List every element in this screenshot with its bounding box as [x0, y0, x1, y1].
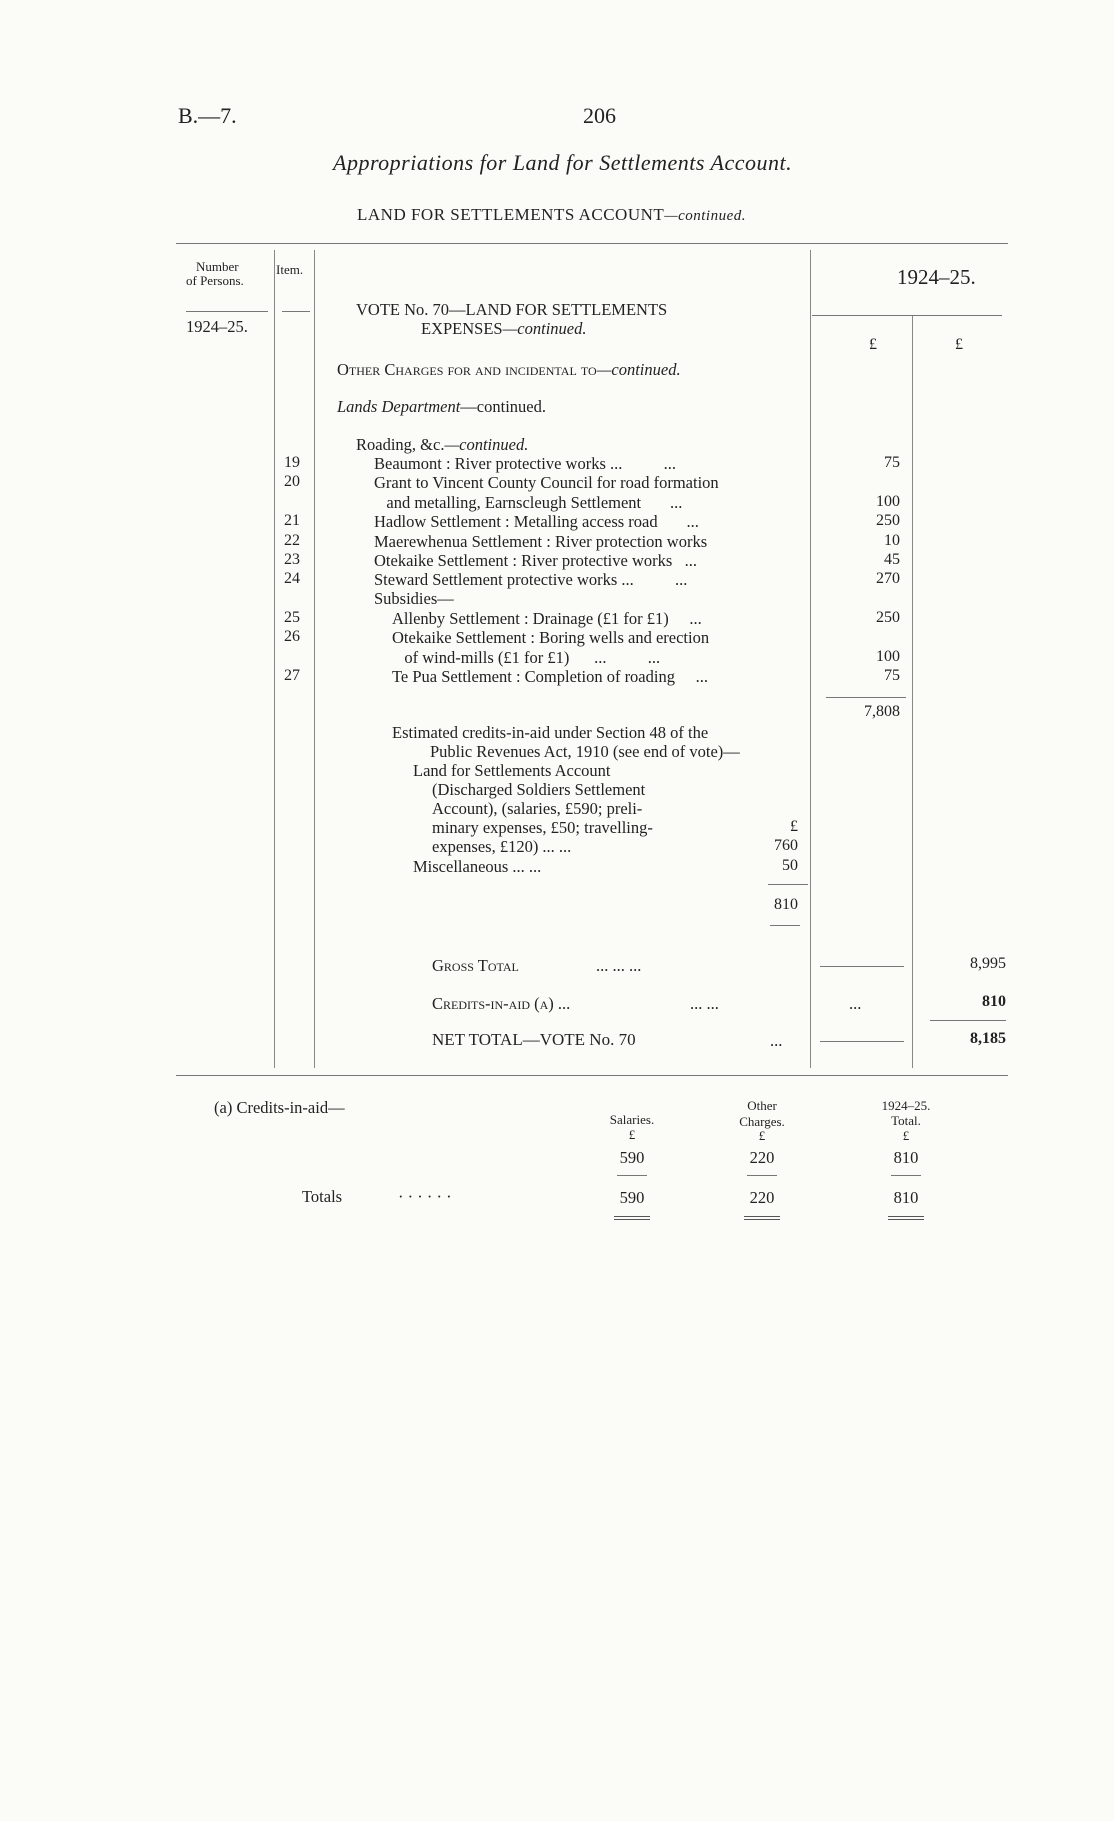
- footnote-totals-total: 810: [893, 1188, 919, 1207]
- footnote-col3-head-1: 1924–25.: [881, 1098, 931, 1113]
- item-description: Grant to Vincent County Council for road formation: [374, 473, 719, 493]
- net-total-value: 8,185: [970, 1030, 1006, 1047]
- pound-column-2: £: [955, 336, 963, 353]
- gross-total-dash: [820, 966, 904, 967]
- footnote-row-other: 220: [749, 1148, 775, 1167]
- other-charges-continued: —continued.: [596, 360, 681, 379]
- persons-header-1: Number: [196, 259, 239, 274]
- subtitle-continued: —continued.: [664, 208, 747, 224]
- item-header: Item.: [276, 262, 304, 277]
- credits-land-5: expenses, £120) ... ...: [432, 837, 572, 856]
- credits-in-aid-value: 810: [982, 993, 1006, 1010]
- gross-total-row: [432, 956, 519, 976]
- subsidy-item-number: 27: [284, 667, 300, 685]
- credits-in-aid-dots: ... ...: [690, 994, 719, 1013]
- col-divider-description: [810, 250, 811, 1068]
- department-heading: [337, 397, 546, 417]
- subsidy-item-description: Allenby Settlement : Drainage (£1 for £1) ...: [392, 609, 702, 628]
- subtitle-text: LAND FOR SETTLEMENTS ACCOUNT: [357, 205, 665, 224]
- subsidy-item-description: Otekaike Settlement : Boring wells and erection: [392, 628, 710, 648]
- item-amount: 100: [876, 492, 900, 510]
- item-number: 23: [284, 551, 300, 568]
- document-reference: B.—7.: [178, 103, 237, 128]
- persons-header-rule: [186, 311, 268, 312]
- persons-year: 1924–25.: [186, 317, 248, 336]
- footnote-double-rule-3: [888, 1216, 924, 1220]
- net-total-dots: ...: [770, 1031, 783, 1050]
- subtotal-value: 7,808: [864, 703, 900, 720]
- gross-total-dots: ... ... ...: [596, 956, 642, 975]
- footnote-col3-head-2: Total.: [891, 1113, 921, 1128]
- footnote-col2-pound: £: [758, 1128, 766, 1143]
- subsidy-item-description: Te Pua Settlement : Completion of roading ...: [392, 667, 708, 687]
- net-total-dash: [820, 1041, 904, 1042]
- item-description: Otekaike Settlement : River protective works ...: [374, 551, 698, 570]
- vote-heading-continued: —continued.: [502, 319, 587, 338]
- item-amount: 75: [884, 454, 900, 471]
- vote-heading-line1: VOTE No. 70—LAND FOR SETTLEMENTS: [356, 300, 668, 319]
- other-charges-text: Other Charges for and incidental to: [337, 360, 597, 379]
- credits-intro-1: Estimated credits-in-aid under Section 48 of the: [392, 723, 709, 742]
- persons-header-2: of Persons.: [186, 273, 244, 288]
- page-title: Appropriations for Land for Settlements Account.: [333, 150, 793, 175]
- page-number: 206: [583, 103, 616, 128]
- credits-in-aid-row: [432, 994, 570, 1014]
- footnote-totals-label: Totals: [302, 1187, 343, 1206]
- roading-heading: [356, 435, 528, 455]
- year-header-rule: [812, 315, 1002, 316]
- roading-text: Roading, &c.: [356, 435, 445, 454]
- roading-continued: —continued.: [444, 435, 529, 454]
- year-header: 1924–25.: [897, 265, 976, 289]
- credits-in-aid-label: Credits-in-aid (a) ...: [432, 994, 571, 1013]
- gross-total-label: Gross Total: [432, 956, 519, 975]
- credits-land-1: Land for Settlements Account: [413, 761, 611, 780]
- credits-land-2: (Discharged Soldiers Settlement: [432, 780, 646, 799]
- credits-misc-label: Miscellaneous ... ...: [413, 857, 542, 876]
- net-total-label: NET TOTAL—VOTE No. 70: [432, 1030, 636, 1049]
- item-number: 22: [284, 531, 300, 549]
- footnote-rule-3: [891, 1175, 921, 1176]
- item-number: 21: [284, 512, 300, 530]
- credits-intro-2: Public Revenues Act, 1910 (see end of vote)—: [430, 742, 740, 761]
- item-description: Beaumont : River protective works ... ...: [374, 454, 676, 473]
- credits-land-3: Account), (salaries, £590; preli-: [432, 799, 643, 818]
- pound-column-1: £: [869, 336, 877, 353]
- gross-total-value: 8,995: [970, 955, 1006, 972]
- credits-total-underline: [770, 925, 800, 926]
- credits-in-aid-rule: [930, 1020, 1006, 1021]
- section-subtitle: [357, 205, 746, 225]
- subsidy-item-number: 25: [284, 609, 300, 626]
- credits-misc-amount: 50: [782, 857, 798, 874]
- department-text: Lands Department: [337, 397, 461, 416]
- item-header-rule: [282, 311, 310, 312]
- footnote-col2-head-1: Other: [747, 1098, 777, 1113]
- credits-land-4: minary expenses, £50; travelling-: [432, 818, 653, 837]
- item-amount: 45: [884, 551, 900, 568]
- vote-heading-line2: [421, 319, 586, 339]
- item-amount: 270: [876, 570, 900, 588]
- footnote-double-rule-1: [614, 1216, 650, 1220]
- footnote-rule-1: [617, 1175, 647, 1176]
- credits-total: 810: [774, 896, 798, 913]
- item-number: 20: [284, 473, 300, 491]
- subsidy-item-number: 26: [284, 628, 300, 646]
- footnote-row-total: 810: [893, 1148, 919, 1167]
- footnote-totals-salaries: 590: [619, 1188, 645, 1207]
- other-charges-heading: [337, 360, 681, 380]
- subsidy-item-amount: 250: [876, 609, 900, 626]
- footnote-row-salaries: 590: [619, 1148, 645, 1167]
- department-continued: —continued.: [460, 397, 546, 416]
- footnote-totals-dots: · · · · · ·: [398, 1187, 452, 1206]
- item-description: Steward Settlement protective works ... ...: [374, 570, 688, 590]
- item-number: 19: [284, 454, 300, 471]
- vote-heading-expenses: EXPENSES: [421, 319, 503, 338]
- footnote-rule-2: [747, 1175, 777, 1176]
- subsidy-item-amount: 75: [884, 667, 900, 685]
- credits-pound: £: [790, 818, 798, 835]
- footnote-double-rule-2: [744, 1216, 780, 1220]
- footnote-col2-head-2: Charges.: [739, 1114, 785, 1129]
- subsidy-item-amount: 100: [876, 647, 900, 665]
- footnote-totals-other: 220: [749, 1188, 775, 1207]
- item-number: 24: [284, 570, 300, 588]
- item-amount: 10: [884, 531, 900, 549]
- credits-land-amount: 760: [774, 837, 798, 854]
- subsidies-label: Subsidies—: [374, 589, 454, 608]
- subtotal-rule: [826, 697, 906, 698]
- subsidy-item-description: of wind-mills (£1 for £1) ... ...: [392, 647, 661, 667]
- item-description: Maerewhenua Settlement : River protection works: [374, 531, 708, 551]
- credits-subtotal-rule: [768, 884, 808, 885]
- footnote-col1-pound: £: [628, 1127, 636, 1142]
- col-divider-persons: [274, 250, 275, 1068]
- credits-in-aid-mid: ...: [849, 994, 862, 1013]
- col-divider-amount: [912, 315, 913, 1068]
- item-amount: 250: [876, 512, 900, 530]
- footnote-col1-head: Salaries.: [609, 1112, 655, 1127]
- footnote-col3-pound: £: [902, 1128, 910, 1143]
- item-description: and metalling, Earnscleugh Settlement ...: [374, 492, 683, 512]
- footnote-label: (a) Credits-in-aid—: [214, 1098, 345, 1117]
- col-divider-item: [314, 250, 315, 1068]
- table-bottom-rule: [176, 1075, 1008, 1076]
- item-description: Hadlow Settlement : Metalling access road ...: [374, 512, 699, 532]
- table-top-rule: [176, 243, 1008, 244]
